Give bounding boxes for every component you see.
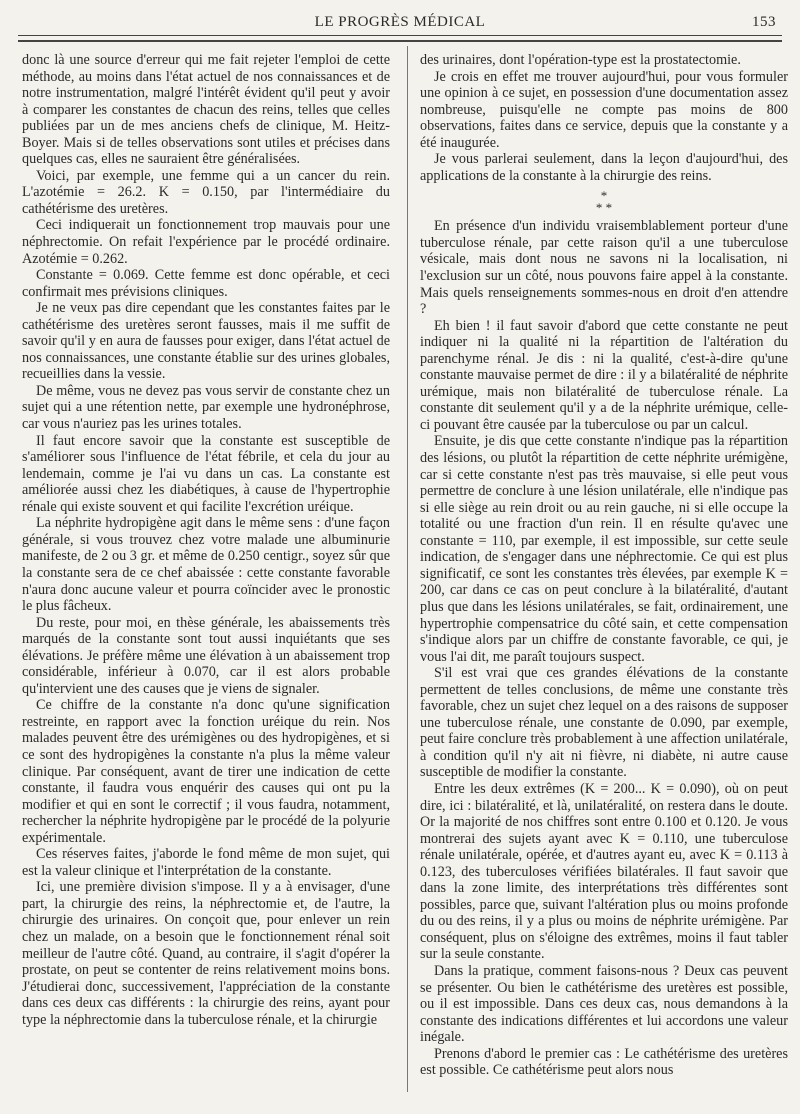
- paragraph: S'il est vrai que ces grandes élévations de la constante permettent de telles conclusions, de même une constante très favorable, chez un sujet chez lequel on a des raisons de supposer une tuberculose rénale, une constante de 0.090, par exemple, peut faire conclure très probablement à une affection unilatérale, à condition qu'il n'y ait ni fièvre, ni diabète, ni autre cause susceptible de modifier la constante.: [420, 665, 788, 781]
- paragraph: Je ne veux pas dire cependant que les constantes faites par le cathétérisme des uretères seront fausses, mais il me suffit de savoir qu'il y en aura de fausses pour exiger, dans l'état actuel de nos connaissances, une constante établie sur des urines globales, recueillies dans la vessie.: [22, 300, 390, 383]
- column-divider: [407, 46, 408, 1092]
- separator-stars-bottom: * *: [595, 200, 613, 216]
- paragraph: Dans la pratique, comment faisons-nous ? Deux cas peuvent se présenter. Ou bien le cathétérisme des uretères est possible, ou il est impossible. Dans ces deux cas, nous demandons à la constante des indications différentes et lui accordons une valeur inégale.: [420, 962, 788, 1046]
- journal-title: LE PROGRÈS MÉDICAL: [314, 14, 486, 30]
- section-separator: [420, 190, 788, 214]
- paragraph: des urinaires, dont l'opération-type est la prostatectomie.: [420, 52, 741, 68]
- page-header: [18, 10, 782, 34]
- header-rule: [18, 35, 782, 36]
- paragraph: De même, vous ne devez pas vous servir de constante chez un sujet qui a une rétention nette, par exemple une hydronéphrose, car vous n'auriez pas les urines totales.: [22, 382, 390, 433]
- paragraph: Du reste, pour moi, en thèse générale, les abaissements très marqués de la constante sont tout aussi inquiétants que ses élévations. Je préfère même une élévation à un abaissement trop considérable, inférieur à 0.070, car il est alors probable qu'intervient une des causes que je viens de signaler.: [22, 614, 390, 697]
- paragraph: Ceci indiquerait un fonctionnement trop mauvais pour une néphrectomie. On refait l'expérience par le procédé ordinaire. Azotémie = 0.262.: [22, 217, 390, 267]
- paragraph: Ici, une première division s'impose. Il y a à envisager, d'une part, la chirurgie des reins, la néphrectomie et, de l'autre, la chirurgie des urinaires. On conçoit que, pour enlever un rein chez un malade, on a besoin que le fonctionnement rénal soit meilleur de l'autre côté. Quand, au contraire, il s'agit d'opérer la prostate, on peut se contenter de reins relativement moins bons. J'étudierai donc, successivement, l'appréciation de la constante dans ces deux cas différents : la chirurgie des reins, ayant pour type la néphrectomie dans la tuberculose rénale, et la chirurgie: [22, 879, 390, 1028]
- paragraph: Je crois en effet me trouver aujourd'hui, pour vous formuler une opinion à ce sujet, en possession d'une documentation assez nombreuse, puisqu'elle ne compte pas moins de 800 observations, faites dans ce service, depuis que la constante y a été inaugurée.: [420, 68, 788, 151]
- paragraph: Voici, par exemple, une femme qui a un cancer du rein. L'azotémie = 26.2. K = 0.150, par l'intermédiaire du cathétérisme des uretères.: [22, 167, 390, 217]
- paragraph: La néphrite hydropigène agit dans le même sens : d'une façon générale, si vous trouvez chez votre malade une albuminurie manifeste, de 2 ou 3 gr. et même de 0.250 centigr., soyez sûr que la constante sera de ce chef abaissée : cette constante favorable n'aura donc aucune valeur et pourra coïncider avec le pronostic le plus fâcheux.: [22, 515, 390, 615]
- paragraph: Eh bien ! il faut savoir d'abord que cette constante ne peut indiquer ni la qualité ni la répartition de l'altération du parenchyme rénal. Je dis : ni la qualité, c'est-à-dire qu'une constante mauvaise permet de dire : il y a bilatéralité de néphrite urémique, mais non bilatéralité de tuberculose rénale. La constante dit seulement qu'il y a de la néphrite urémique, celle-ci pouvant être causée par la tuberculose ou par un calcul.: [420, 317, 788, 433]
- page-number: 153: [752, 14, 776, 30]
- paragraph: Entre les deux extrêmes (K = 200... K = 0.090), où on peut dire, ici : bilatéralité, et là, unilatéralité, on restera dans le doute. Or la majorité de nos chiffres sont entre 0.100 et 0.120. Je vous montrerai des sujets ayant avec K = 0.110, une tuberculose rénale unilatérale, opérée, et d'autres ayant eu, avec K = 0.113 à 0.123, des tuberculoses vérifiées bilatérales. Il faut savoir que dans la zone limite, des interprétations très différentes sont possibles, parce que, suivant l'altération plus ou moins profonde du ou des reins, il y a plus ou moins de néphrite urémigène. Par conséquent, plus on s'éloigne des extrêmes, moins il faut tabler sur la seule constante.: [420, 780, 788, 963]
- header-rule-double: [18, 40, 782, 42]
- paragraph: donc là une source d'erreur qui me fait rejeter l'emploi de cette méthode, au moins dans l'état actuel de nos connaissances et de notre instrumentation, malgré l'intérêt évident qu'il peut y avoir à comparer les constantes de chacun des reins, telles que celles publiées par un de mes anciens chefs de clinique, M. Heitz-Boyer. Mais si de telles observations sont utiles et précises dans quelques cas, elles ne sauraient être généralisées.: [22, 52, 390, 168]
- right-column: [420, 52, 788, 1079]
- paragraph: Ensuite, je dis que cette constante n'indique pas la répartition des lésions, ou plutôt la répartition de cette néphrite urémigène, car si cette constante n'est pas très mauvaise, si elle peut vous permettre de conclure à une lésion unilatérale, elle n'indique pas si elle siège au rein droit ou au rein gauche, ni si elle occupe la totalité ou une fraction d'un rein. Il en résulte qu'avec une constante = 110, par exemple, il est impossible, sur cette seule indication, de s'engager dans une néphrectomie. Ce qui est plus significatif, ce sont les constantes très élevées, par exemple K = 200, car dans ce cas on peut conclure à la bilatéralité, d'autant plus que dans les lésions unilatérales, se fait, ordinairement, une hypertrophie compensatrice du côté sain, et cette compensation s'indique alors par un chiffre de constante favorable, ce qui, je vous l'ai dit, me paraît toujours suspect.: [420, 433, 788, 665]
- separator-star-top: *: [600, 188, 608, 204]
- left-column: [22, 52, 390, 1028]
- paragraph: Prenons d'abord le premier cas : Le cathétérisme des uretères est possible. Ce cathétérisme peut alors nous: [420, 1045, 788, 1079]
- paragraph: En présence d'un individu vraisemblablement porteur d'une tuberculose rénale, par cette raison qu'il a une tuberculose vésicale, mais dont nous ne savons ni la localisation, ni l'exclusion sur un côté, nous pouvons faire appel à la constante. Mais quels renseignements sommes-nous en droit d'en attendre ?: [420, 218, 788, 318]
- paragraph: Constante = 0.069. Cette femme est donc opérable, et ceci confirmait mes prévisions cliniques.: [22, 267, 390, 300]
- paragraph: Il faut encore savoir que la constante est susceptible de s'améliorer sous l'influence de l'état fébrile, et cela du jour au lendemain, comme je l'ai vu dans un cas. La constante est améliorée aussi chez les diabétiques, à cause de l'hypertrophie rénale qui existe souvent et qui facilite l'excrétion uréique.: [22, 432, 390, 515]
- paragraph: Je vous parlerai seulement, dans la leçon d'aujourd'hui, des applications de la constante à la chirurgie des reins.: [420, 151, 788, 184]
- paragraph: Ces réserves faites, j'aborde le fond même de mon sujet, qui est la valeur clinique et l'interprétation de la constante.: [22, 846, 390, 879]
- paragraph: Ce chiffre de la constante n'a donc qu'une signification restreinte, en rapport avec la fonction uréique du rein. Nos malades peuvent être des urémigènes ou des hydropigènes, et si ce sont des hydropigènes la constante n'a plus la même valeur clinique. Par conséquent, avant de tirer une indication de cette constante, il faudra vous enquérir des causes qui ont pu la modifier et qui en sont le correctif ; il vous faudra, notamment, rechercher la néphrite hydropigène par le procédé de la polyurie expérimentale.: [22, 697, 390, 846]
